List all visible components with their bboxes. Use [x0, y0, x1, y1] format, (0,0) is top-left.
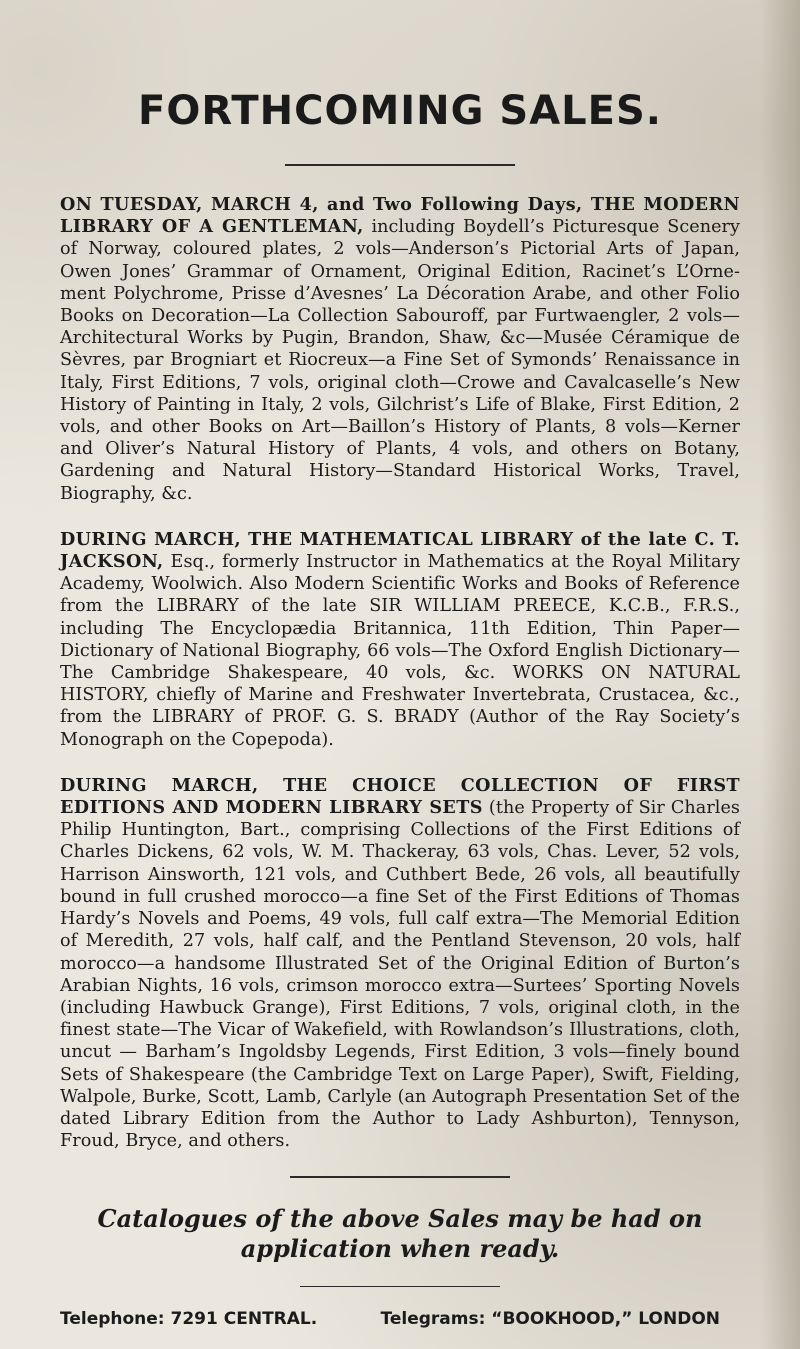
sale-body: including Boydell’s Picturesque Scenery of Norway, coloured plates, 2 vols—Anderson’s Pictorial Arts of Japan, Owen Jones’ Grammar of Ornament, Original Edition, Racinet’s L’Orne-ment Polychrome, Prisse d’Avesnes’ La Décoration Arabe, and other Folio Books on Decoration—La Collection Sabouroff, par Furtwaengler, 2 vols—Architectural Works by Pugin, Brandon, Shaw, &c—Musée Céramique de Sèvres, par Brogniart et Riocreux—a Fine Set of Symonds’ Renaissance in Italy, First Editions, 7 vols, original cloth—Crowe and Cavalcaselle’s New History of Painting in Italy, 2 vols, Gilchrist’s Life of Blake, First Edition, 2 vols, and other Books on Art—Baillon’s History of Plants, 8 vols—Kerner and Oliver’s Natural History of Plants, 4 vols, and others on Botany, Gardening and Natural History—Standard Historical Works, Travel, Biography, &c.	[60, 217, 740, 504]
section-divider	[290, 1176, 510, 1178]
sale-body: (the Property of Sir Charles Philip Huntington, Bart., comprising Collections of the First Editions of Charles Dickens, 62 vols, W. M. Thackeray, 63 vols, Chas. Lever, 52 vols, Harrison Ainsworth, 121 vols, and Cuthbert Bede, 26 vols, all beautifully bound in full crushed morocco—a fine Set of the First Editions of Thomas Hardy’s Novels and Poems, 49 vols, full calf extra—The Memorial Edition of Meredith, 27 vols, half calf, and the Pentland Stevenson, 20 vols, half morocco—a handsome Illustrated Set of the Original Edition of Burton’s Arabian Nights, 16 vols, crimson morocco extra—Surtees’ Sporting Novels (including Hawbuck Grange), First Editions, 7 vols, original cloth, in the finest state—The Vicar of Wakefield, with Rowlandson’s Illustrations, cloth, uncut — Barham’s Ingoldsby Legends, First Edition, 3 vols—finely bound Sets of Shakespeare (the Cambridge Text on Large Paper), Swift, Fielding, Walpole, Burke, Scott, Lamb, Carlyle (an Autograph Presentation Set of the dated Library Edition from the Author to Lady Ashburton), Tennyson, Froud, Bryce, and others.	[60, 798, 741, 1152]
sale-paragraph	[60, 775, 740, 1152]
telegrams-text: Telegrams: “BOOKHOOD,” LONDON	[380, 1309, 720, 1330]
catalogue-note: Catalogues of the above Sales may be had on application when ready.	[97, 1204, 703, 1264]
sale-paragraph	[60, 529, 740, 751]
sale-lead: ON TUESDAY, MARCH 4, and Two Following Days, THE MODERN LIBRARY OF A GENTLEMAN,	[60, 194, 740, 238]
contact-line	[60, 1309, 740, 1329]
sale-lead: DURING MARCH, THE CHOICE COLLECTION OF FIRST EDITIONS AND MODERN LIBRARY SETS	[60, 774, 740, 819]
title-divider	[285, 164, 515, 166]
footer-divider	[300, 1286, 500, 1287]
page-edge-shadow	[760, 0, 800, 1349]
page-title: FORTHCOMING SALES.	[138, 88, 662, 134]
sale-paragraph	[60, 194, 740, 505]
sale-lead: DURING MARCH, THE MATHEMATICAL LIBRARY of the late C. T. JACKSON,	[60, 528, 740, 573]
telephone-text: Telephone: 7291 CENTRAL.	[60, 1309, 318, 1330]
sale-body: Esq., formerly Instructor in Mathematics at the Royal Military Academy, Woolwich. Also Modern Scientific Works and Books of Reference from the LIBRARY of the late SIR WILLIAM PREECE, K.C.B., F.R.S., including The Encyclopædia Britannica, 11th Edition, Thin Paper—Dictionary of National Biography, 66 vols—The Oxford English Dictionary—The Cambridge Shakespeare, 40 vols, &c. WORKS ON NATURAL HISTORY, chiefly of Marine and Freshwater Invertebrata, Crustacea, &c., from the LIBRARY of PROF. G. S. BRADY (Author of the Ray Society’s Monograph on the Copepoda).	[60, 552, 740, 750]
